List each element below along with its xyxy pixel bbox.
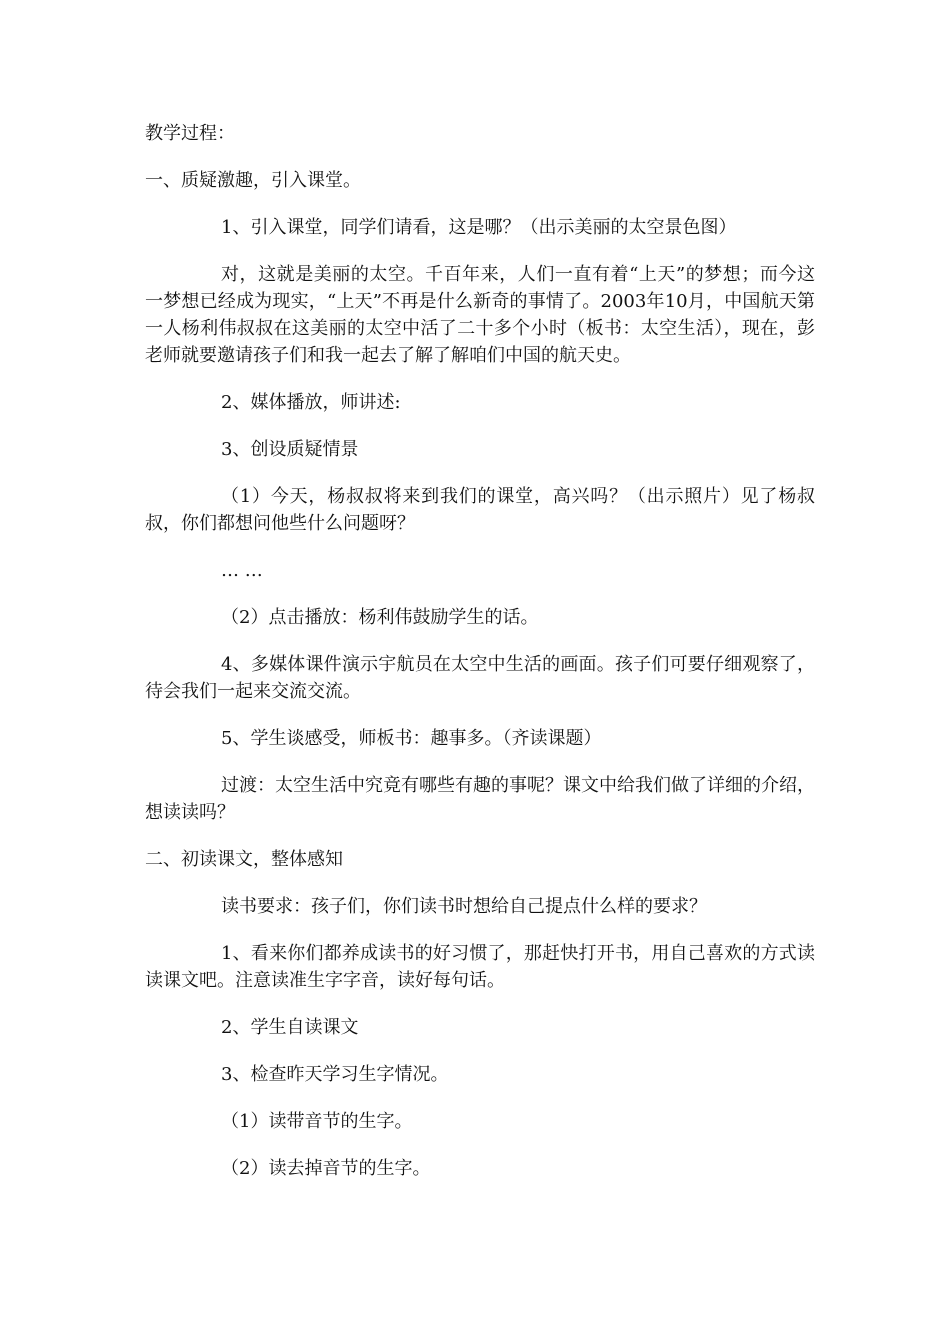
paragraph: （1）读带音节的生字。	[221, 1111, 413, 1132]
paragraph: 1、引入课堂，同学们请看，这是哪？（出示美丽的太空景色图）	[221, 217, 737, 238]
paragraph: 3、创设质疑情景	[221, 439, 359, 460]
paragraph: （2）点击播放：杨利伟鼓励学生的话。	[221, 607, 539, 628]
paragraph: 2、媒体播放，师讲述:	[221, 392, 401, 413]
paragraph: 1、看来你们都养成读书的好习惯了，那赶快打开书，用自己喜欢的方式读读课文吧。注意读准生字字音，读好每句话。	[145, 943, 815, 991]
paragraph: （1）今天，杨叔叔将来到我们的课堂，高兴吗？（出示照片）见了杨叔叔，你们都想问他些什么问题呀？	[145, 486, 815, 534]
section-heading-2: 二、初读课文，整体感知	[145, 849, 343, 870]
paragraph: 2、学生自读课文	[221, 1017, 359, 1038]
paragraph: 读书要求：孩子们，你们读书时想给自己提点什么样的要求？	[221, 896, 707, 917]
paragraph: 5、学生谈感受，师板书：趣事多。（齐读课题）	[221, 728, 602, 749]
document-page	[145, 120, 815, 1202]
paragraph: （2）读去掉音节的生字。	[221, 1158, 431, 1179]
document-title: 教学过程：	[145, 123, 235, 144]
paragraph: 过渡：太空生活中究竟有哪些有趣的事呢？课文中给我们做了详细的介绍，想读读吗？	[145, 775, 815, 823]
paragraph: 对，这就是美丽的太空。千百年来，人们一直有着“上天”的梦想；而今这一梦想已经成为现实，“上天”不再是什么新奇的事情了。2003年10月，中国航天第一人杨利伟叔叔在这美丽的太空中活了二十多个小时（板书：太空生活），现在，彭老师就要邀请孩子们和我一起去了解了解咱们中国的航天史。	[145, 264, 815, 366]
paragraph: 3、检查昨天学习生字情况。	[221, 1064, 449, 1085]
paragraph: … …	[221, 560, 263, 581]
paragraph: 4、多媒体课件演示宇航员在太空中生活的画面。孩子们可要仔细观察了，待会我们一起来交流交流。	[145, 654, 815, 702]
section-heading-1: 一、质疑激趣，引入课堂。	[145, 170, 361, 191]
